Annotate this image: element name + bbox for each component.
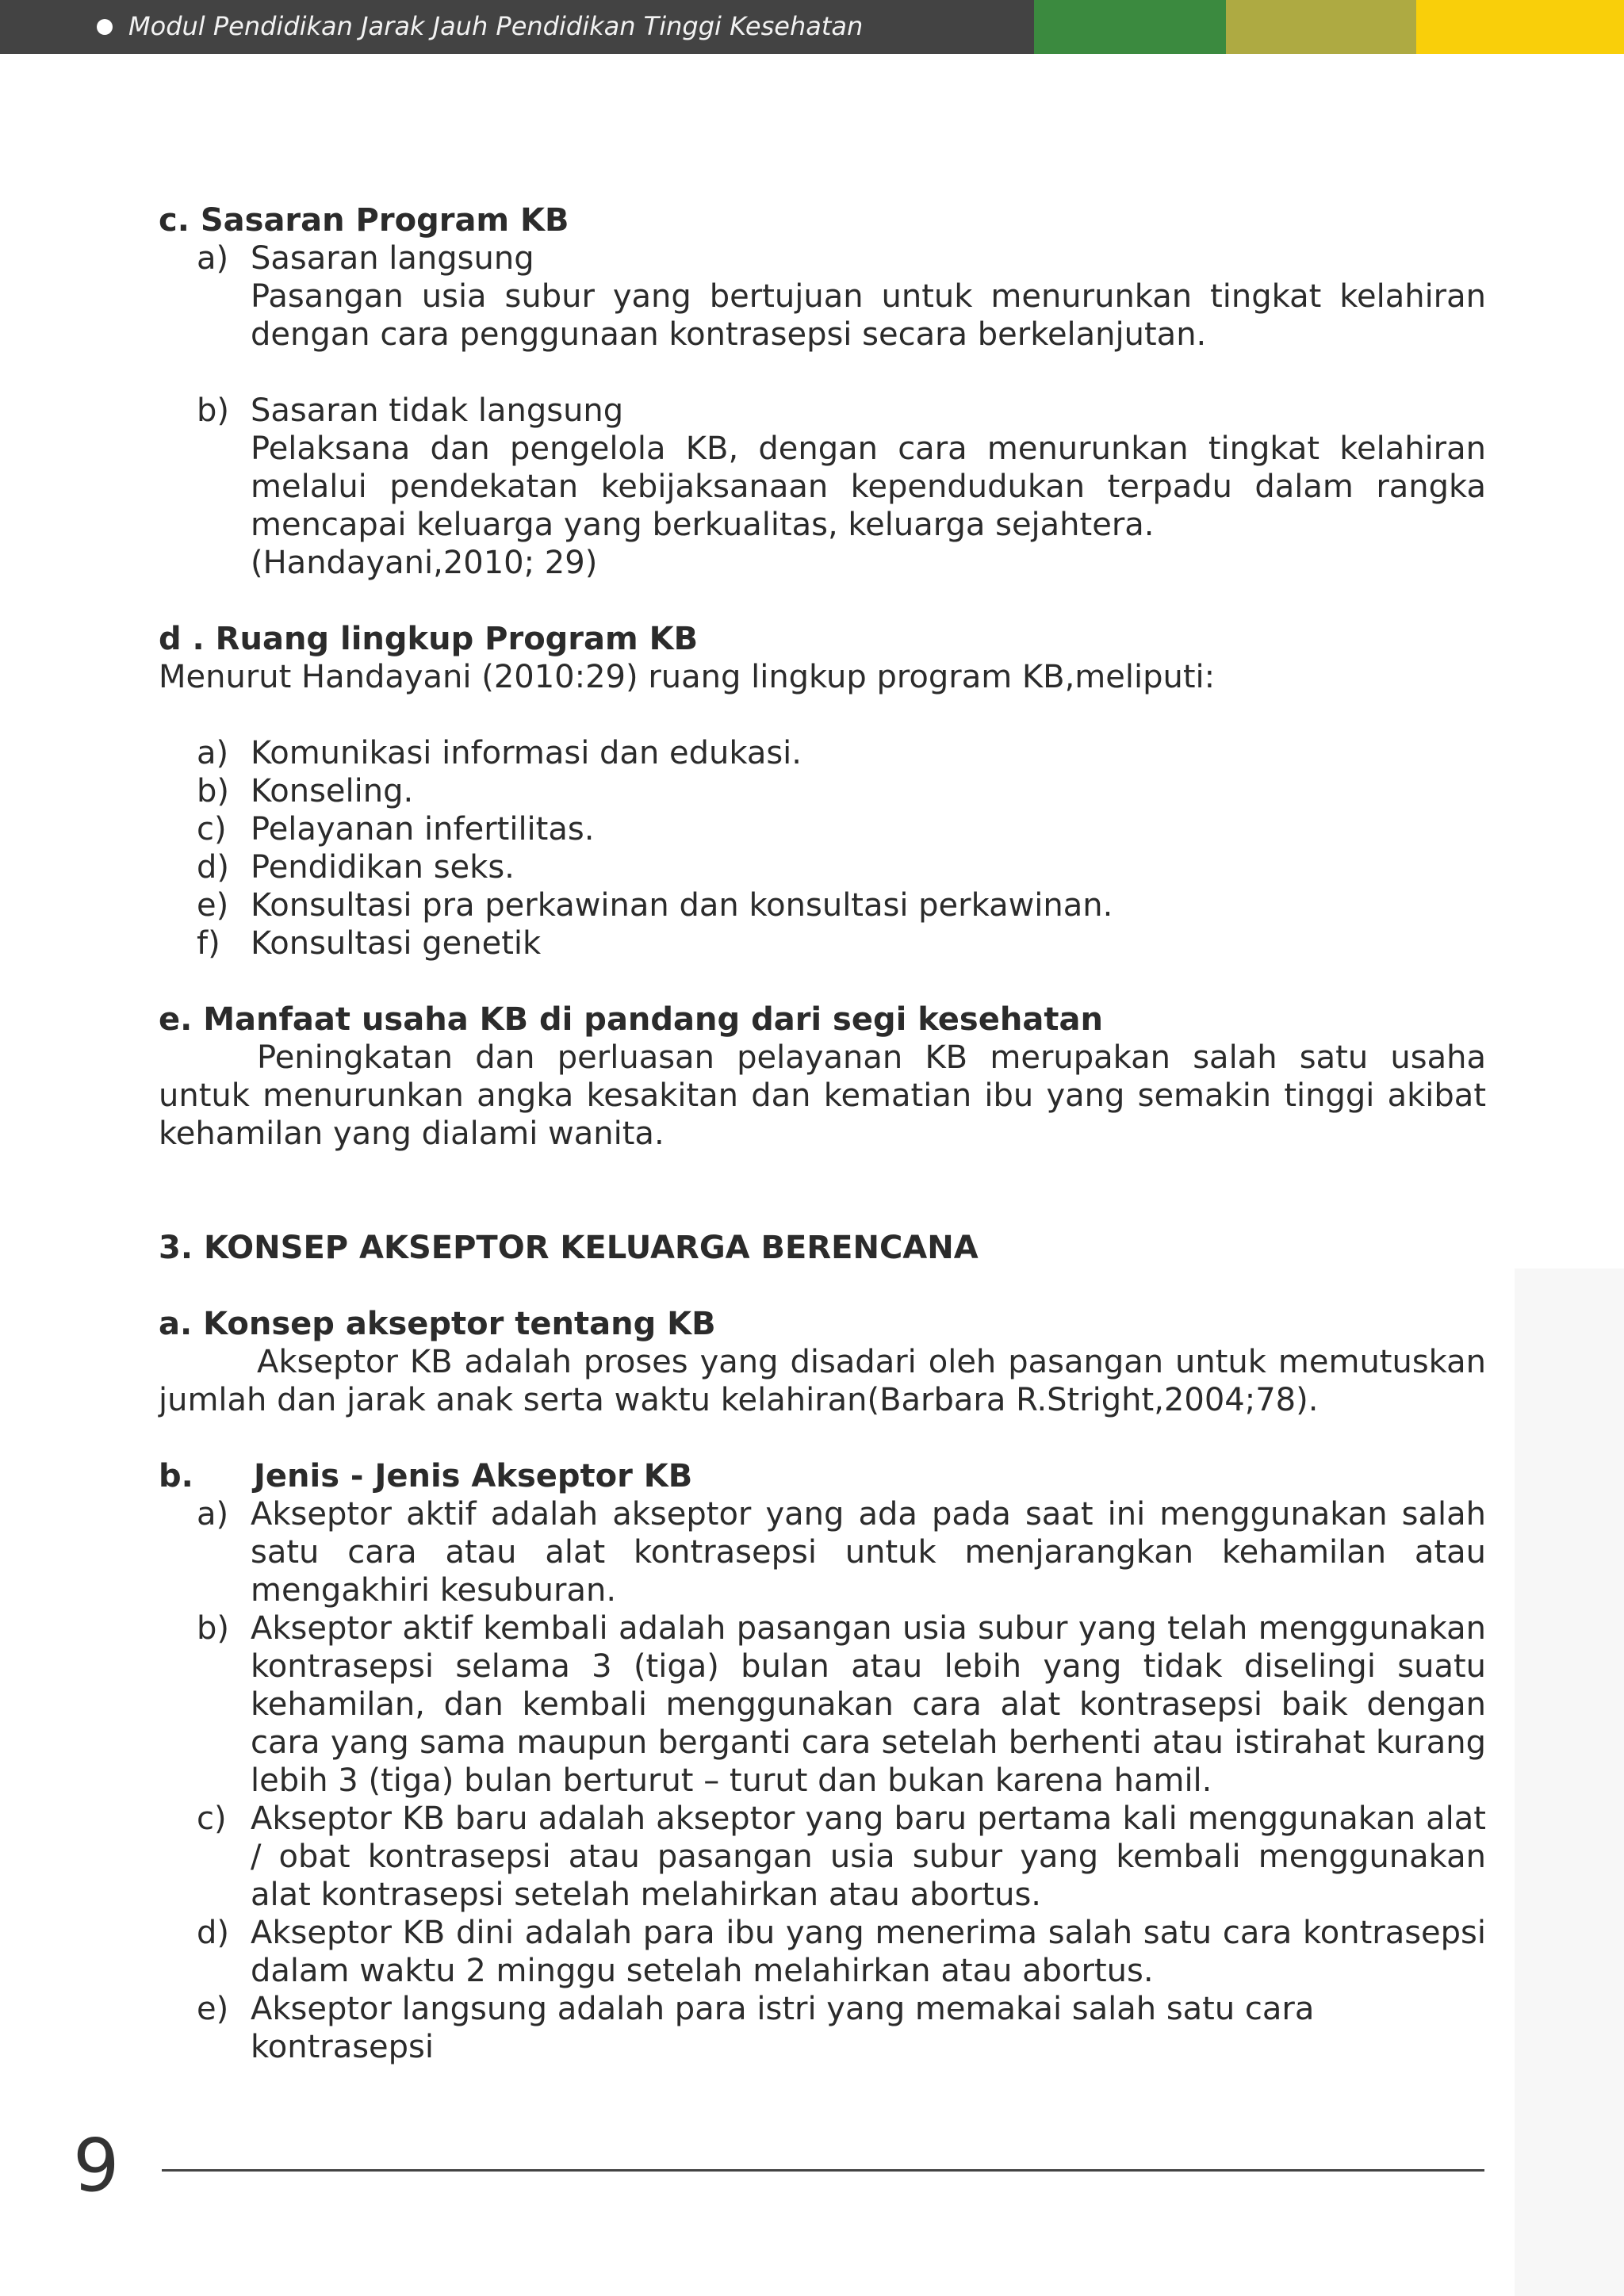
header-green-block — [1034, 0, 1226, 54]
item-label: a) — [197, 735, 229, 771]
list-item — [159, 810, 1486, 848]
item-label: b) — [197, 773, 229, 809]
section-3a-heading: a. Konsep akseptor tentang KB — [159, 1306, 716, 1342]
list-item — [159, 1990, 1486, 2066]
item-label: e) — [197, 887, 229, 924]
list-item — [159, 239, 1486, 354]
footer-divider — [162, 2169, 1484, 2172]
item-title: Sasaran langsung — [251, 240, 534, 277]
page-number: 9 — [73, 2123, 120, 2208]
item-text: Komunikasi informasi dan edukasi. — [251, 735, 802, 771]
header-dark-block — [0, 0, 1034, 54]
section-3b-title: Jenis - Jenis Akseptor KB — [254, 1458, 693, 1494]
item-label: c) — [197, 811, 227, 848]
list-item — [159, 924, 1486, 962]
item-text: Akseptor KB dini adalah para ibu yang menerima salah satu cara kontrasepsi dalam waktu 2 minggu setelah melahirkan atau abortus. — [251, 1915, 1486, 1989]
bullet-icon — [97, 19, 113, 35]
header-olive-block — [1226, 0, 1416, 54]
item-text: Akseptor aktif kembali adalah pasangan usia subur yang telah menggunakan kontrasepsi selama 3 (tiga) bulan atau lebih yang tidak diselingi suatu kehamilan, dan kembali menggunakan cara alat kontrasepsi baik dengan cara yang sama maupun berganti cara setelah berhenti atau istirahat kurang lebih 3 (tiga) bulan berturut – turut dan bukan karena hamil. — [251, 1610, 1486, 1799]
citation: (Handayani,2010; 29) — [251, 545, 598, 581]
section-d-heading: d . Ruang lingkup Program KB — [159, 621, 699, 657]
item-text: Pendidikan seks. — [251, 849, 515, 886]
list-item — [159, 1495, 1486, 1609]
list-item — [159, 1609, 1486, 1800]
list-item — [159, 1914, 1486, 1990]
item-label: c) — [197, 1800, 227, 1837]
section-3a-body: Akseptor KB adalah proses yang disadari oleh pasangan untuk memutuskan jumlah dan jarak anak serta waktu kelahiran(Barbara R.Stright,2004;78). — [159, 1344, 1486, 1418]
list-item — [159, 734, 1486, 772]
page-shade — [1515, 1269, 1624, 2296]
item-label: d) — [197, 849, 229, 886]
item-text: Pelayanan infertilitas. — [251, 811, 595, 848]
list-item — [159, 848, 1486, 886]
item-text: Akseptor KB baru adalah akseptor yang baru pertama kali menggunakan alat / obat kontrasepsi atau pasangan usia subur yang kembali menggunakan alat kontrasepsi setelah melahirkan atau abortus. — [251, 1800, 1486, 1913]
page-content — [159, 201, 1486, 2066]
list-item — [159, 392, 1486, 582]
section-e-body: Peningkatan dan perluasan pelayanan KB merupakan salah satu usaha untuk menurunkan angka kesakitan dan kematian ibu yang semakin tinggi akibat kehamilan yang dialami wanita. — [159, 1039, 1486, 1152]
item-label: a) — [197, 1496, 229, 1533]
item-text: Konsultasi genetik — [251, 925, 542, 962]
item-label: a) — [197, 240, 229, 277]
list-item — [159, 772, 1486, 810]
item-text: Konseling. — [251, 773, 414, 809]
list-item — [159, 1800, 1486, 1914]
section-3b-label: b. — [159, 1458, 193, 1494]
item-text: Akseptor aktif adalah akseptor yang ada pada saat ini menggunakan salah satu cara atau alat kontrasepsi untuk menjarangkan kehamilan atau mengakhiri kesuburan. — [251, 1496, 1486, 1609]
item-body: Pelaksana dan pengelola KB, dengan cara menurunkan tingkat kelahiran melalui pendekatan kebijaksanaan kependudukan terpadu dalam rangka mencapai keluarga yang berkualitas, keluarga sejahtera. — [251, 430, 1486, 543]
item-text: Konsultasi pra perkawinan dan konsultasi perkawinan. — [251, 887, 1113, 924]
item-text: Akseptor langsung adalah para istri yang memakai salah satu cara kontrasepsi — [251, 1991, 1315, 2065]
item-label: b) — [197, 392, 229, 429]
section-e-heading: e. Manfaat usaha KB di pandang dari segi kesehatan — [159, 1001, 1103, 1038]
item-label: e) — [197, 1991, 229, 2027]
item-label: f) — [197, 925, 220, 962]
list-item — [159, 886, 1486, 924]
section-3b-heading — [159, 1457, 1486, 1495]
item-body: Pasangan usia subur yang bertujuan untuk menurunkan tingkat kelahiran dengan cara penggunaan kontrasepsi secara berkelanjutan. — [251, 278, 1486, 353]
header-yellow-block — [1416, 0, 1624, 54]
item-label: b) — [197, 1610, 229, 1647]
item-title: Sasaran tidak langsung — [251, 392, 624, 429]
header-bar — [0, 0, 1624, 54]
section-c-heading: c. Sasaran Program KB — [159, 202, 569, 239]
section-3-heading: 3. KONSEP AKSEPTOR KELUARGA BERENCANA — [159, 1230, 979, 1266]
item-label: d) — [197, 1915, 229, 1951]
section-d-intro: Menurut Handayani (2010:29) ruang lingkup program KB,meliputi: — [159, 659, 1216, 695]
header-title: Modul Pendidikan Jarak Jauh Pendidikan Tinggi Kesehatan — [128, 11, 864, 41]
